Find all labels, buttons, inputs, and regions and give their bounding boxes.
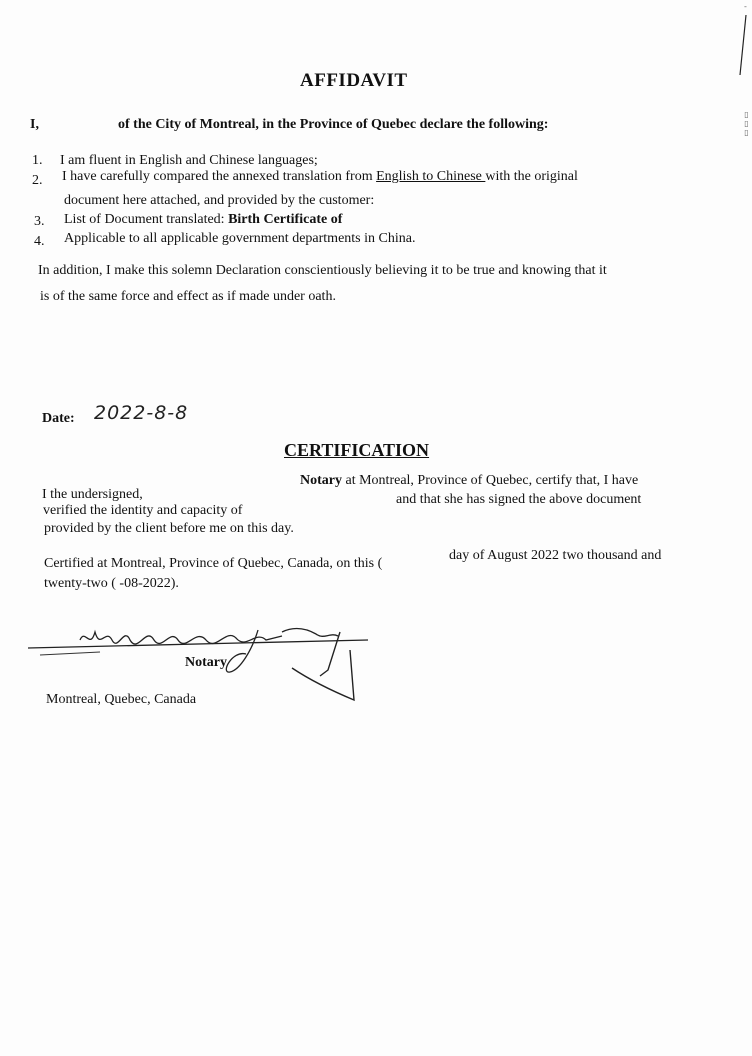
cert-para1-line1-a: I the undersigned, — [42, 487, 143, 502]
document-title: AFFIDAVIT — [300, 70, 408, 91]
declaration-line-2: is of the same force and effect as if made under oath. — [40, 289, 336, 304]
notary-location: Montreal, Quebec, Canada — [46, 692, 197, 707]
cert-para2-line2: twenty-two ( -08-2022). — [44, 576, 179, 591]
list-item-2-post: with the original — [485, 169, 578, 184]
list-item-number-2: 2. — [32, 173, 43, 188]
list-item-text-1: I am fluent in English and Chinese languages; — [60, 153, 318, 168]
list-item-text-2-cont: document here attached, and provided by the customer: — [64, 193, 375, 208]
cert-para1-line3: provided by the client before me on this day. — [44, 521, 294, 536]
cert-para1-line1-right — [300, 473, 638, 489]
list-item-text-4: Applicable to all applicable government departments in China. — [64, 231, 416, 246]
edge-mark-top: - — [744, 2, 747, 11]
list-item-2-pre: I have carefully compared the annexed translation from — [62, 169, 377, 184]
list-item-number-4: 4. — [34, 234, 45, 249]
list-item-3-document: Birth Certificate of — [228, 212, 343, 227]
declaration-line-1: In addition, I make this solemn Declaration conscientiously believing it to be true and knowing that it — [38, 263, 607, 278]
list-item-text-3 — [64, 212, 342, 228]
certification-title: CERTIFICATION — [284, 440, 430, 460]
list-item-number-3: 3. — [34, 214, 45, 229]
edge-mark-side: ▯▯▯ — [742, 110, 751, 137]
margin-stroke — [736, 10, 750, 80]
cert-para1-line2-a: verified the identity and capacity of — [43, 503, 243, 518]
cert-para1-line1-c: at Montreal, Province of Quebec, certify that, I have — [342, 473, 639, 488]
declarant-statement: of the City of Montreal, in the Province of Quebec declare the following: — [118, 117, 549, 132]
notary-label: Notary — [185, 655, 227, 670]
list-item-text-2 — [62, 169, 578, 185]
declarant-prefix: I, — [30, 117, 39, 132]
cert-para2-line1-b: day of August 2022 two thousand and — [449, 548, 662, 563]
list-item-number-1: 1. — [32, 153, 43, 168]
cert-notary-word: Notary — [300, 473, 342, 488]
date-label: Date: — [42, 411, 75, 426]
list-item-2-underline: English to Chinese — [376, 169, 486, 184]
cert-para2-line1-a: Certified at Montreal, Province of Quebec, Canada, on this ( — [44, 556, 383, 571]
list-item-3-label: List of Document translated: — [64, 212, 229, 227]
date-handwritten: 2022-8-8 — [94, 402, 189, 424]
cert-para1-line2-b: and that she has signed the above document — [396, 492, 642, 507]
